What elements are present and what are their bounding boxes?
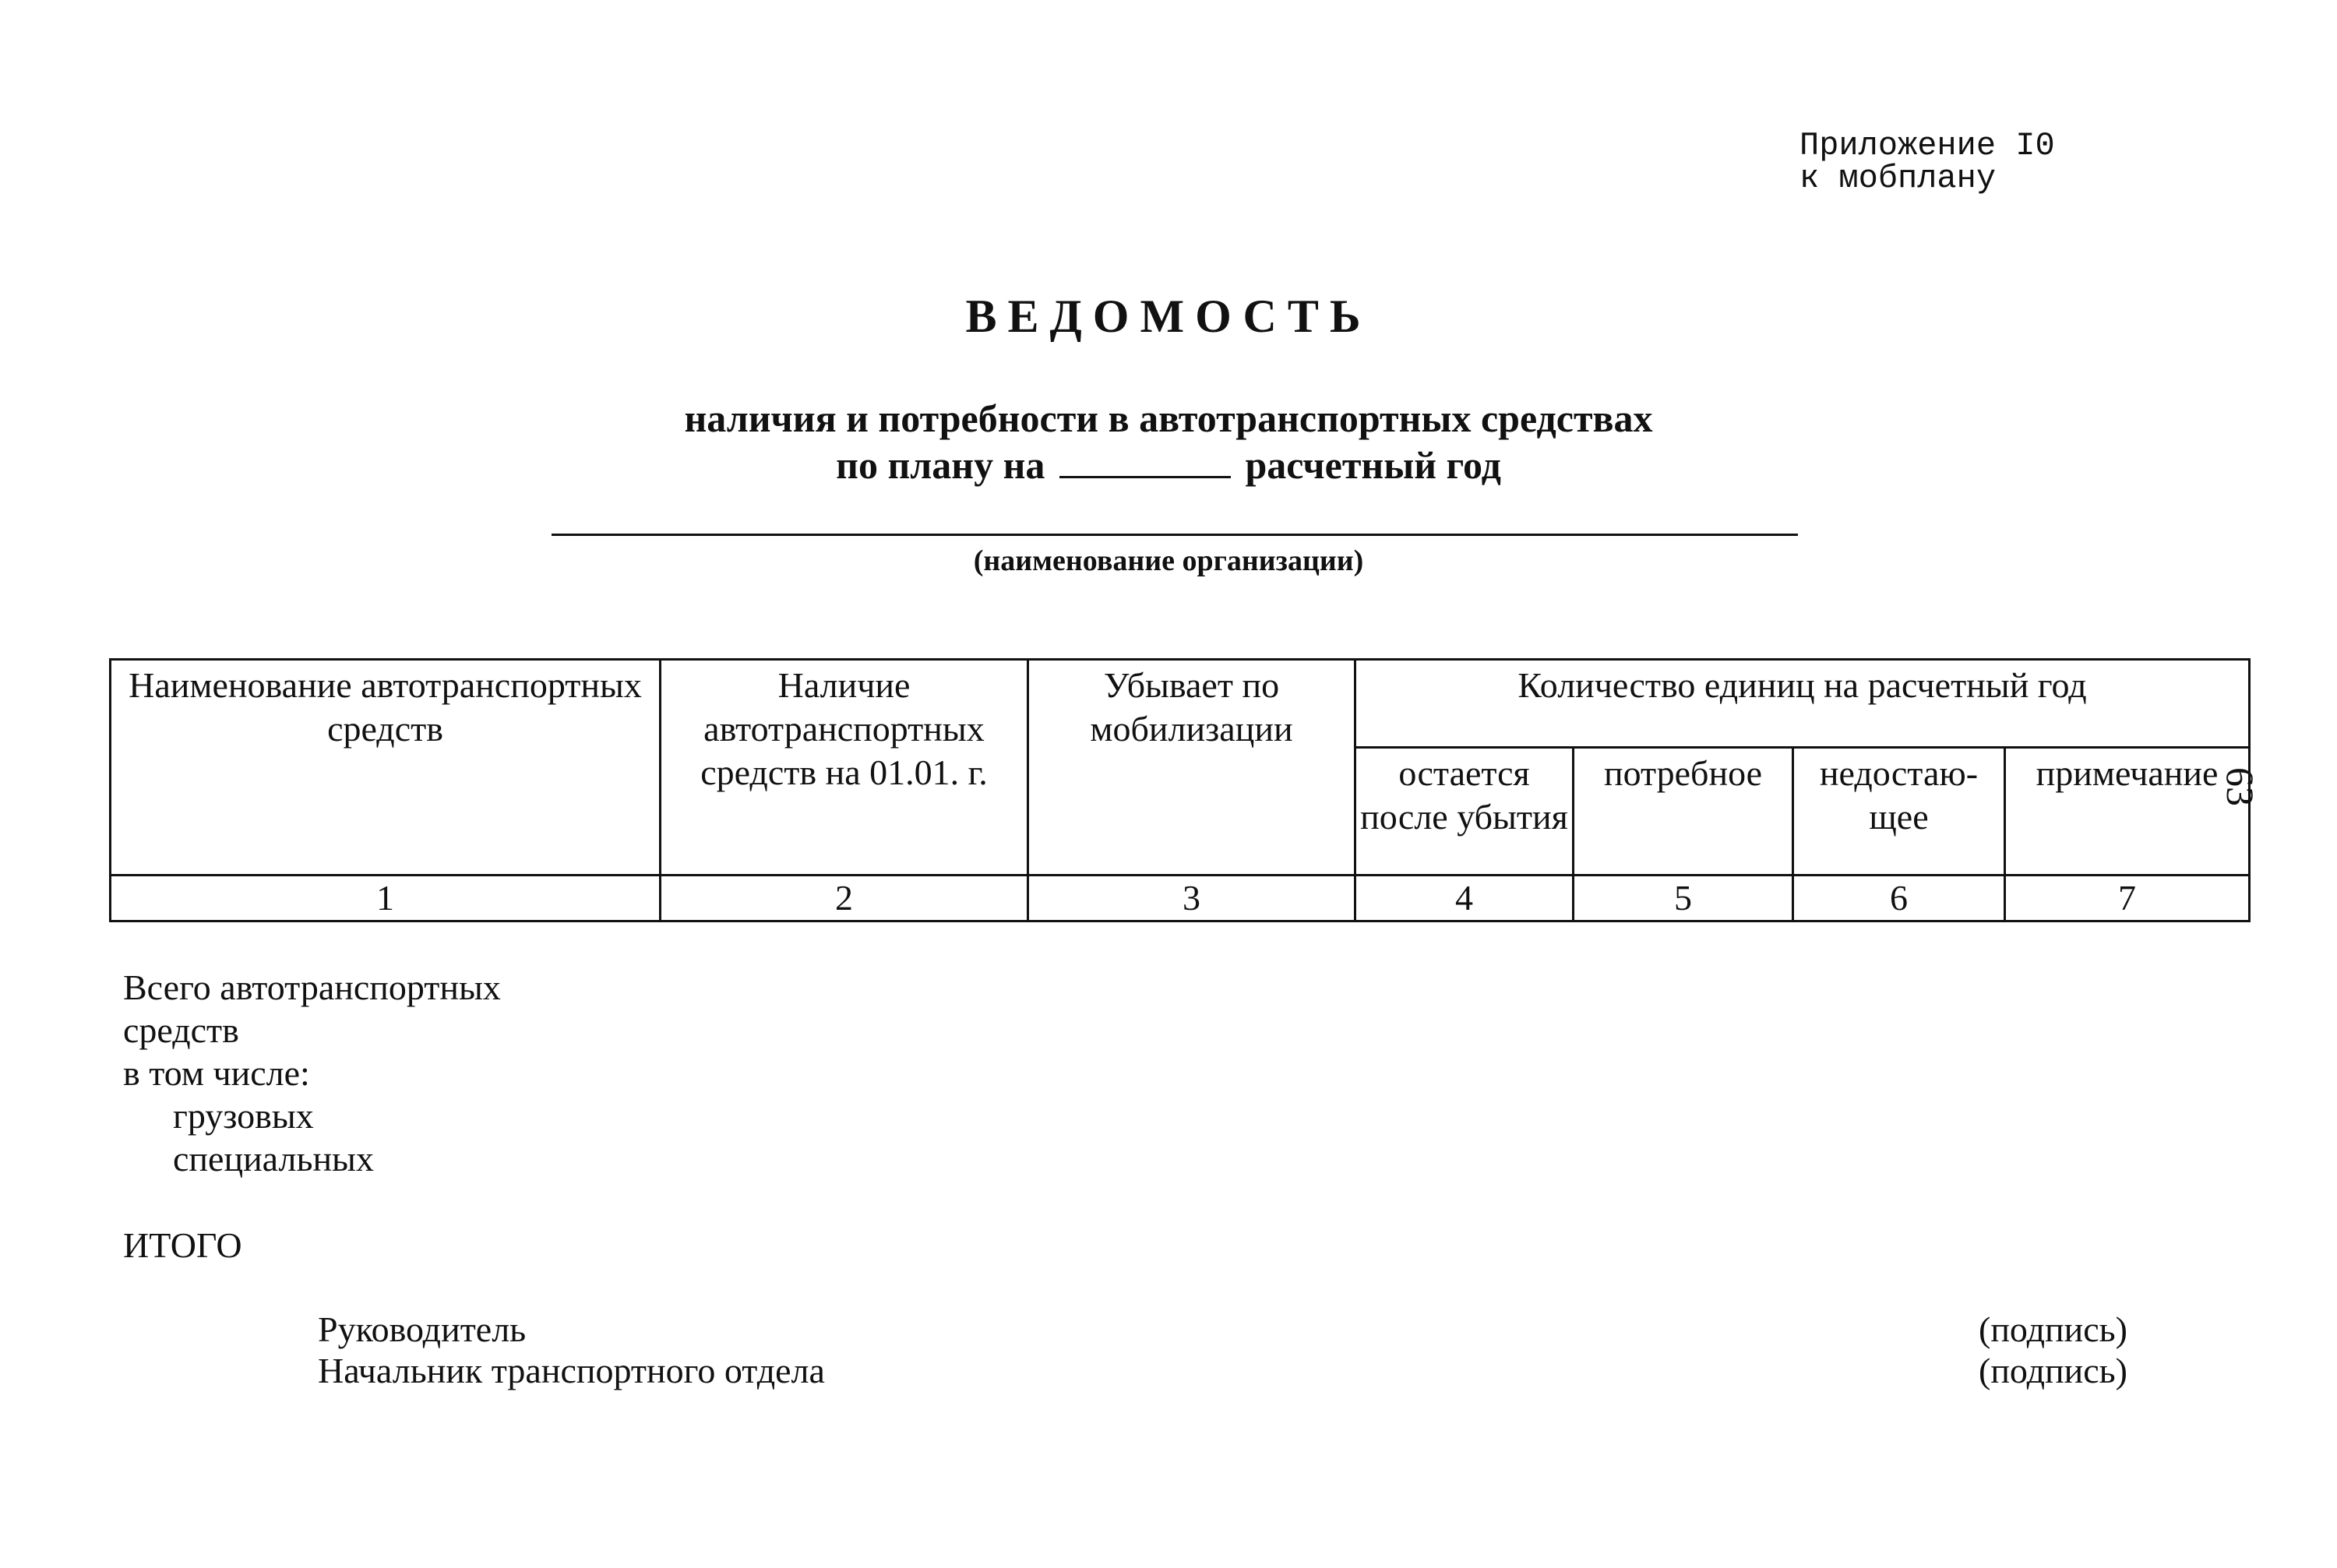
header-shortage: недостаю-щее <box>1793 748 2005 876</box>
signature-role-transport: Начальник транспортного отдела <box>318 1351 825 1390</box>
header-quantity-group: Количество единиц на расчетный год <box>1355 660 2250 748</box>
totals-cargo: грузовых <box>173 1096 314 1136</box>
column-number-row <box>111 876 2250 921</box>
column-number: 1 <box>111 876 661 921</box>
year-blank-line <box>1059 445 1231 478</box>
header-vehicle-name: Наименование автотранспортных средств <box>111 660 661 876</box>
header-needed: потребное <box>1574 748 1793 876</box>
header-availability: Наличие автотранспортных средств на 01.01. г. <box>661 660 1028 876</box>
organization-caption: (наименование организации) <box>973 544 1364 577</box>
header-remains: остается после убытия <box>1355 748 1574 876</box>
header-mobilized: Убывает по мобилизации <box>1028 660 1355 876</box>
signature-slot-head: (подпись) <box>1979 1309 2127 1349</box>
itogo-label: ИТОГО <box>123 1225 242 1265</box>
totals-block <box>123 966 501 1180</box>
subtitle-plan-prefix: по плану на <box>836 443 1045 487</box>
totals-including: в том числе: <box>123 1053 310 1093</box>
column-number: 7 <box>2005 876 2250 921</box>
signature-slot-transport: (подпись) <box>1979 1351 2127 1390</box>
column-number: 3 <box>1028 876 1355 921</box>
appendix-line-1: Приложение I0 <box>1799 127 2055 164</box>
signature-role-head: Руководитель <box>318 1309 527 1349</box>
page-number: 63 <box>2219 767 2262 806</box>
vehicles-table <box>109 658 2251 922</box>
appendix-note <box>1799 129 2055 195</box>
appendix-line-2: к мобплану <box>1799 160 1997 197</box>
subtitle-plan-suffix: расчетный год <box>1245 443 1501 487</box>
totals-all-line-1: Всего автотранспортных <box>123 967 501 1007</box>
subtitle-line-2 <box>0 442 2337 488</box>
totals-special: специальных <box>173 1139 374 1179</box>
column-number: 2 <box>661 876 1028 921</box>
column-number: 5 <box>1574 876 1793 921</box>
organization-blank-line <box>552 534 1798 536</box>
column-number: 4 <box>1355 876 1574 921</box>
totals-all-line-2: средств <box>123 1010 239 1050</box>
subtitle-line-1: наличия и потребности в автотранспортных средствах <box>684 396 1653 440</box>
document-title: ВЕДОМОСТЬ <box>965 291 1372 342</box>
header-note: примечание <box>2005 748 2250 876</box>
column-number: 6 <box>1793 876 2005 921</box>
